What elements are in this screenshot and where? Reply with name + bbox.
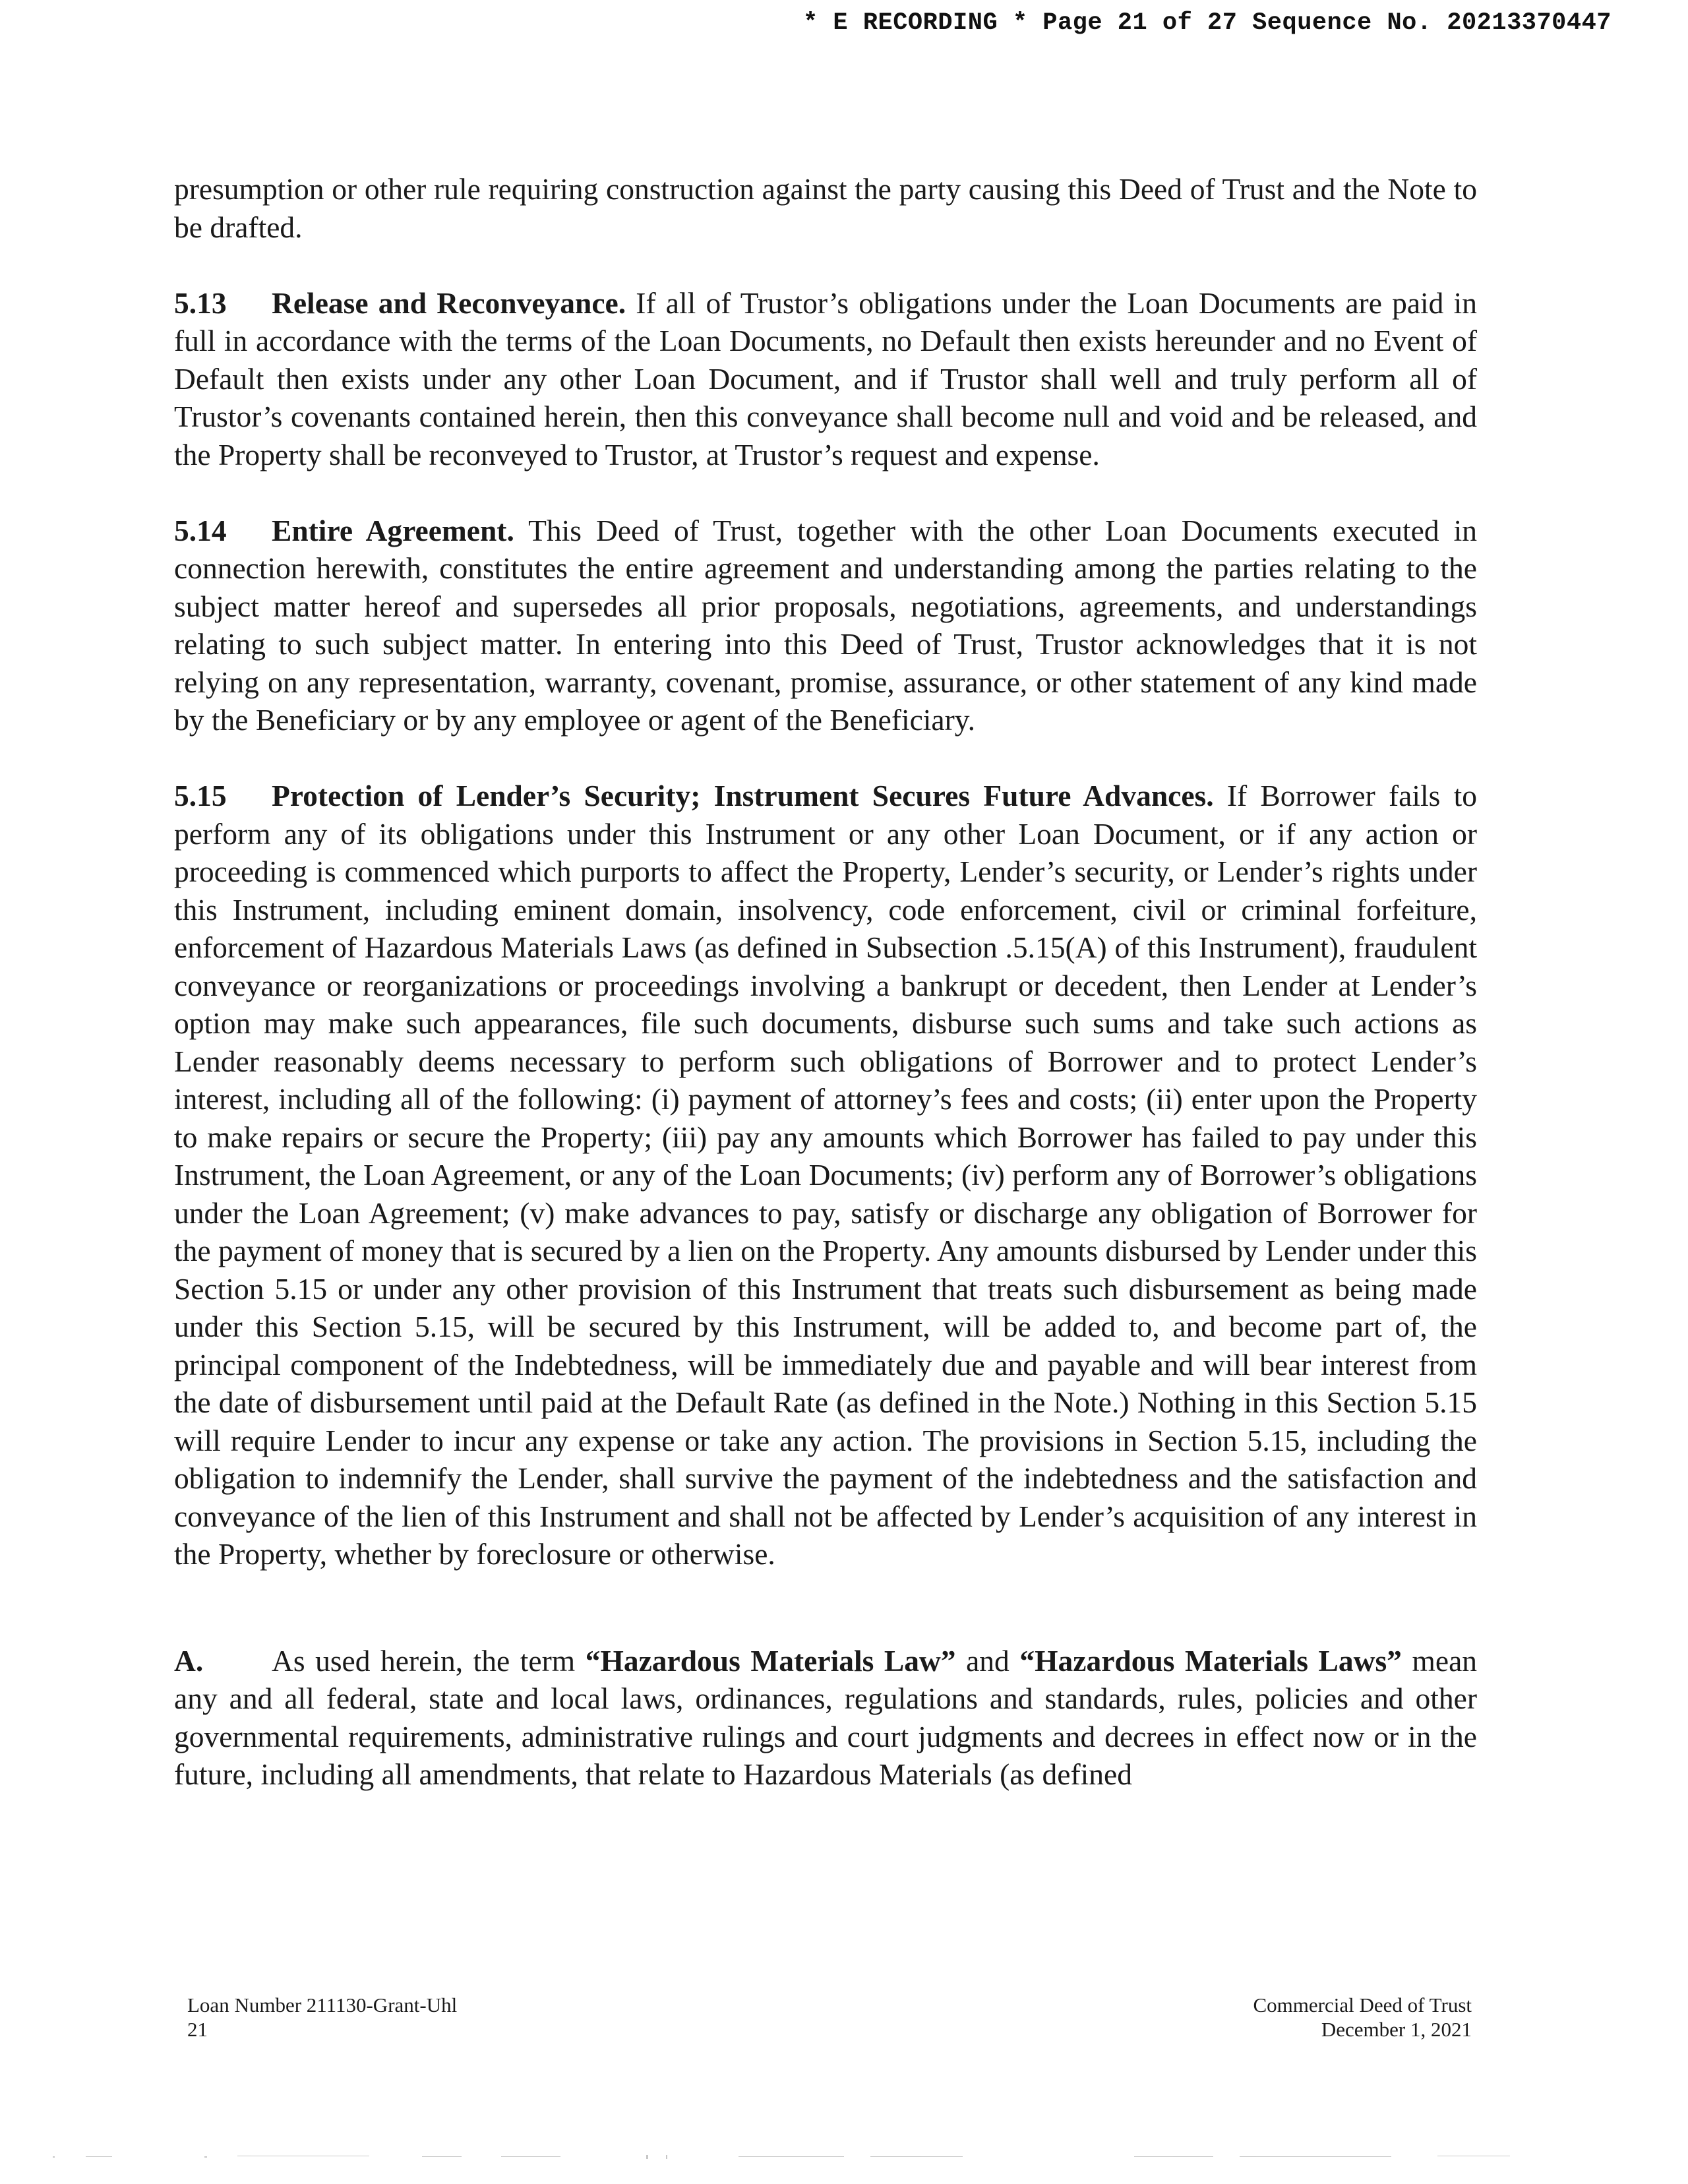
subsection-a (174, 1642, 1477, 1794)
footer-right (1253, 1993, 1472, 2042)
section-heading: Release and Reconveyance. (272, 286, 626, 320)
section-heading: Protection of Lender’s Security; Instrument Secures Future Advances. (272, 779, 1214, 812)
section-text: If all of Trustor’s obligations under the Loan Documents are paid in full in accordance with the terms of the Loan Documents, no Default then exists hereunder and no Event of Default then exists under any other Loan Document, and if Trustor shall well and truly perform all of Trustor’s covenants contained herein, then this conveyance shall become null and void and be released, and the Property shall be reconveyed to Trustor, at Trustor’s request and expense. (174, 286, 1477, 471)
section-text: If Borrower fails to perform any of its obligations under this Instrument or any other Loan Document, or if any action or proceeding is commenced which purports to affect the Property, Lender’s security, or Lender’s rights under this Instrument, including eminent domain, insolvency, code enforcement, civil or criminal forfeiture, enforcement of Hazardous Materials Laws (as defined in Subsection .5.15(A) of this Instrument), fraudulent conveyance or reorganizations or proceedings involving a bankrupt or decedent, then Lender at Lender’s option may make such appearances, file such documents, disburse such sums and take such actions as Lender reasonably deems necessary to perform such obligations of Borrower and to protect Lender’s interest, including all of the following: (i) payment of attorney’s fees and costs; (ii) enter upon the Property to make repairs or secure the Property; (iii) pay any amounts which Borrower has failed to pay under this Instrument, the Loan Agreement, or any of the Loan Documents; (iv) perform any of Borrower’s obligations under the Loan Agreement; (v) make advances to pay, satisfy or discharge any obligation of Borrower for the payment of money that is secured by a lien on the Property. Any amounts disbursed by Lender under this Section 5.15 or under any other provision of this Instrument that treats such disbursement as being made under this Section 5.15, will be secured by this Instrument, will be added to, and become part of, the principal component of the Indebtedness, will be immediately due and payable and will bear interest from the date of disbursement until paid at the Default Rate (as defined in the Note.) Nothing in this Section 5.15 will require Lender to incur any expense or take any action. The provisions in Section 5.15, including the obligation to indemnify the Lender, shall survive the payment of the indebtedness and the satisfaction and conveyance of the lien of this Instrument and shall not be affected by Lender’s acquisition of any interest in the Property, whether by foreclosure or otherwise. (174, 779, 1478, 1571)
section-number: 5.14 (174, 513, 227, 547)
section-heading: Entire Agreement. (272, 513, 514, 547)
and-word: and (966, 1643, 1010, 1678)
recording-stamp: * E RECORDING * Page 21 of 27 Sequence No. 20213370447 (803, 9, 1612, 37)
section-5-14 (174, 512, 1477, 739)
loan-number: Loan Number 211130-Grant-Uhl (187, 1993, 458, 2017)
section-number: 5.13 (174, 286, 227, 320)
section-5-15 (174, 777, 1477, 1573)
subsection-intro: As used herein, the term (272, 1643, 576, 1678)
defined-term-2: “Hazardous Materials Laws” (1019, 1643, 1402, 1678)
subsection-letter: A. (174, 1643, 204, 1678)
section-number: 5.15 (174, 779, 227, 812)
document-body (174, 170, 1477, 1794)
subsection-text: mean any and all federal, state and local laws, ordinances, regulations and standards, rules, policies and other governmental requirements, administrative rulings and court judgments and decrees in effect now or in the future, including all amendments, that relate to Hazardous Materials (as defined (174, 1643, 1478, 1791)
document-date: December 1, 2021 (1321, 2018, 1472, 2041)
defined-term-1: “Hazardous Materials Law” (585, 1643, 956, 1678)
document-title: Commercial Deed of Trust (1253, 1993, 1472, 2017)
section-text: This Deed of Trust, together with the other Loan Documents executed in connection herewith, constitutes the entire agreement and understanding among the parties relating to the subject matter hereof and supersedes all prior proposals, negotiations, agreements, and understandings relating to such subject matter. In entering into this Deed of Trust, Trustor acknowledges that it is not relying on any representation, warranty, covenant, promise, assurance, or other statement of any kind made by the Beneficiary or by any employee or agent of the Beneficiary. (174, 513, 1477, 737)
continuation-paragraph: presumption or other rule requiring construction against the party causing this Deed of Trust and the Note to be drafted. (174, 172, 1477, 244)
page-number: 21 (187, 2018, 208, 2041)
footer-left (187, 1993, 457, 2042)
section-5-13 (174, 284, 1477, 474)
scan-artifact-strip (0, 2150, 1688, 2163)
